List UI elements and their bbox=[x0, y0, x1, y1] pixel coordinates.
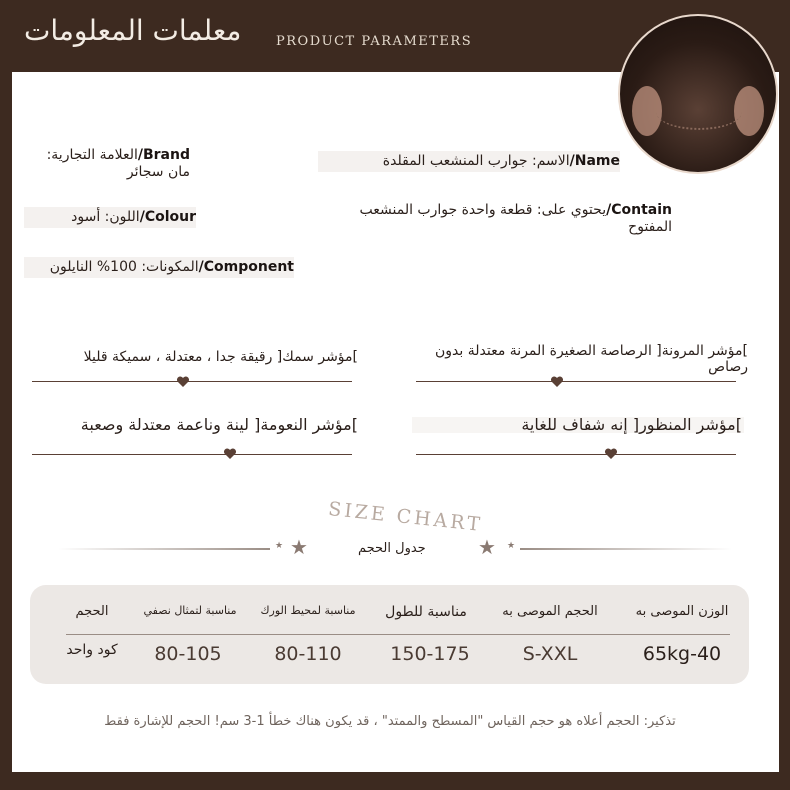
photo-lace bbox=[656, 94, 742, 130]
param-component-key: Component/ bbox=[198, 259, 294, 275]
heart-icon bbox=[550, 375, 564, 389]
page-subtitle: PRODUCT PARAMETERS bbox=[276, 34, 473, 49]
star-icon: ★ bbox=[290, 535, 308, 559]
heart-icon bbox=[223, 447, 237, 461]
size-chart-title: SIZE CHART bbox=[327, 497, 484, 537]
index-sheerness-line bbox=[416, 454, 736, 455]
table-cell-bust: 80-105 bbox=[154, 643, 222, 665]
param-brand bbox=[30, 147, 190, 181]
divider-left bbox=[58, 548, 270, 550]
index-elasticity-line bbox=[416, 381, 736, 382]
table-header-size: الحجم الموصى به bbox=[502, 604, 598, 619]
param-contain bbox=[318, 202, 672, 236]
table-cell-hip: 80-110 bbox=[274, 643, 342, 665]
param-name bbox=[318, 151, 620, 172]
index-sheerness: ]مؤشر المنظور[ إنه شفاف للغاية bbox=[412, 417, 744, 433]
table-header-bust: مناسبة لتمثال نصفي bbox=[143, 604, 237, 617]
star-icon: ★ bbox=[478, 535, 496, 559]
table-cell-weight: 65kg-40 bbox=[642, 643, 722, 665]
product-photo bbox=[618, 14, 778, 174]
index-thickness: ]مؤشر سمك[ رقيقة جدا ، معتدلة ، سميكة قليلا bbox=[83, 349, 358, 365]
table-header-weight: الوزن الموصى به bbox=[635, 604, 729, 619]
page-title: معلمات المعلومات bbox=[24, 14, 242, 47]
param-component bbox=[24, 257, 294, 278]
param-contain-key: Contain/ bbox=[606, 202, 672, 218]
param-brand-value: العلامة التجارية: مان سجائر bbox=[46, 147, 190, 180]
star-icon: ★ bbox=[275, 541, 284, 551]
param-colour-value: اللون: أسود bbox=[71, 209, 140, 225]
star-icon: ★ bbox=[507, 541, 516, 551]
param-name-key: Name/ bbox=[569, 153, 620, 169]
table-header-hip: مناسبة لمحيط الورك bbox=[260, 604, 356, 617]
param-colour bbox=[24, 207, 196, 228]
param-name-value: الاسم: جوارب المنشعب المقلدة bbox=[382, 153, 570, 169]
size-note: تذكير: الحجم أعلاه هو حجم القياس "المسطح والممتد" ، قد يكون هناك خطأ 1-3 سم! الحجم للإشارة فقط bbox=[104, 714, 676, 729]
table-divider bbox=[66, 634, 730, 635]
index-elasticity: ]مؤشر المرونة[ الرصاصة الصغيرة المرنة معتدلة بدون رصاص bbox=[435, 343, 748, 375]
param-brand-key: Brand/ bbox=[137, 147, 190, 163]
param-contain-value: يحتوي على: قطعة واحدة جوارب المنشعب المفتوح bbox=[359, 202, 672, 235]
index-softness: ]مؤشر النعومة[ لينة وناعمة معتدلة وصعبة bbox=[80, 415, 358, 434]
index-thickness-line bbox=[32, 381, 352, 382]
table-cell-size-label: كود واحد bbox=[66, 642, 118, 658]
table-header-height: مناسبة للطول bbox=[385, 604, 467, 620]
table-cell-size: S-XXL bbox=[522, 643, 578, 665]
table-header-size-label: الحجم bbox=[75, 604, 109, 619]
table-cell-height: 150-175 bbox=[390, 643, 470, 665]
divider-right bbox=[520, 548, 732, 550]
heart-icon bbox=[176, 375, 190, 389]
param-colour-key: Colour/ bbox=[139, 209, 196, 225]
heart-icon bbox=[604, 447, 618, 461]
size-chart-subtitle: جدول الحجم bbox=[358, 541, 426, 556]
index-softness-line bbox=[32, 454, 352, 455]
param-component-value: المكونات: 100% النايلون bbox=[49, 259, 199, 275]
